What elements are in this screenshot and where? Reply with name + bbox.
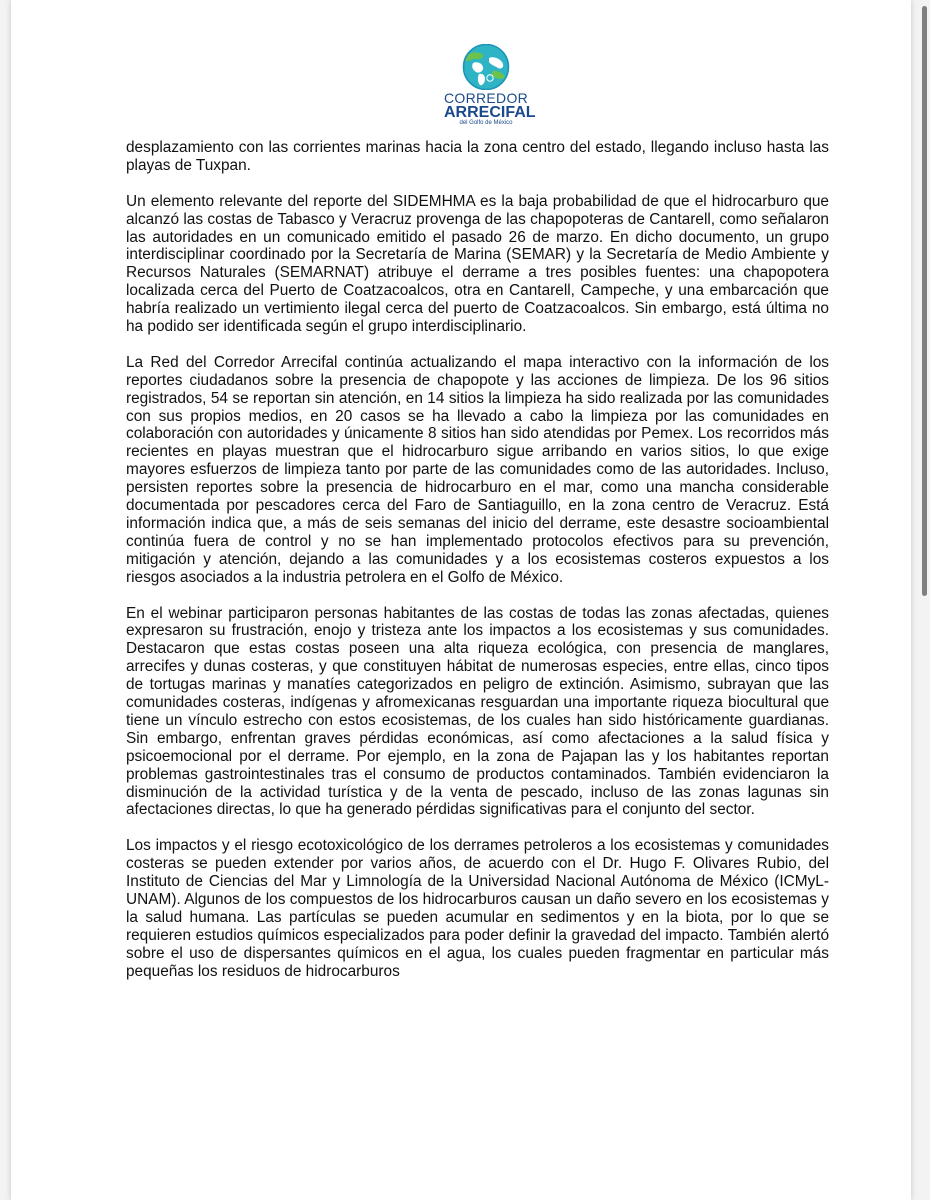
logo-subtitle: del Golfo de México — [459, 120, 513, 126]
paragraph: La Red del Corredor Arrecifal continúa actualizando el mapa interactivo con la información de los reportes ciudadanos sobre la presencia de chapopote y las acciones de limpieza. De los 96 sitios registrados, 54 se reportan sin atención, en 14 sitios la limpieza ha sido realizada por las comunidades con sus propios medios, en 20 casos se ha llevado a cabo la limpieza por las comunidades en colaboración con autoridades y únicamente 8 sitios han sido atendidas por Pemex. Los recorridos más recientes en playas muestran que el hidrocarburo sigue arribando en varios sitios, lo que exige mayores esfuerzos de limpieza tanto por parte de las comunidades como de las autoridades. Incluso, persisten reportes sobre la presencia de hidrocarburo en el mar, como una mancha considerable documentada por pescadores cerca del Faro de Santiaguillo, en la zona centro de Veracruz. Está información indica que, a más de seis semanas del inicio del derrame, este desastre socioambiental continúa fuera de control y no se han implementado protocolos efectivos para su prevención, mitigación y atención, dejando a las comunidades y a los ecosistemas costeros expuestos a los riesgos asociados a la industria petrolera en el Golfo de México. — [126, 353, 829, 586]
corredor-arrecifal-logo — [444, 44, 536, 127]
paragraph: Un elemento relevante del reporte del SIDEMHMA es la baja probabilidad de que el hidrocarburo que alcanzó las costas de Tabasco y Veracruz provenga de las chapopoteras de Cantarell, como señalaron las autoridades en un comunicado emitido el pasado 26 de marzo. En dicho documento, un grupo interdisciplinar coordinado por la Secretaría de Marina (SEMAR) y la Secretaría de Medio Ambiente y Recursos Naturales (SEMARNAT) atribuye el derrame a tres posibles fuentes: una chapopotera localizada cerca del Puerto de Coatzacoalcos, otra en Cantarell, Campeche, y una embarcación que habría realizado un vertimiento ilegal cerca del puerto de Coatzacoalcos. Sin embargo, está última no ha podido ser identificada según el grupo interdisciplinario. — [126, 192, 829, 336]
document-body — [126, 139, 829, 998]
reef-globe-icon — [455, 44, 517, 90]
paragraph: desplazamiento con las corrientes marinas hacia la zona centro del estado, llegando incluso hasta las playas de Tuxpan. — [126, 139, 829, 174]
paragraph: En el webinar participaron personas habitantes de las costas de todas las zonas afectadas, quienes expresaron su frustración, enojo y tristeza ante los impactos a los ecosistemas y sus comunidades. Destacaron que estas costas poseen una alta riqueza ecológica, con presencia de manglares, arrecifes y dunas costeras, y que constituyen hábitat de numerosas especies, entre ellas, cinco tipos de tortugas marinas y manatíes categorizados en peligro de extinción. Asimismo, subrayan que las comunidades costeras, indígenas y afromexicanas resguardan una importante riqueza biocultural que tiene un vínculo estrecho con estos ecosistemas, de los cuales han sido históricamente guardianas. Sin embargo, enfrentan graves pérdidas económicas, así como afectaciones a la salud física y psicoemocional por el derrame. Por ejemplo, en la zona de Pajapan las y los habitantes reportan problemas gastrointestinales tras el consumo de productos contaminados. También evidenciaron la disminución de la actividad turística y de la venta de pescado, incluso de las zonas lagunas sin afectaciones directas, lo que ha generado pérdidas significativas para el conjunto del sector. — [126, 604, 829, 819]
logo-title-line2: ARRECIFAL — [444, 104, 536, 121]
paragraph: Los impactos y el riesgo ecotoxicológico de los derrames petroleros a los ecosistemas y comunidades costeras se pueden extender por varios años, de acuerdo con el Dr. Hugo F. Olivares Rubio, del Instituto de Ciencias del Mar y Limnología de la Universidad Nacional Autónoma de México (ICMyL-UNAM). Algunos de los compuestos de los hidrocarburos causan un daño severo en los ecosistemas y la salud humana. Las partículas se pueden acumular en sedimentos y en la biota, por lo que se requieren estudios químicos especializados para poder definir la gravedad del impacto. También alertó sobre el uso de dispersantes químicos en el agua, los cuales pueden fragmentar en particular más pequeñas los residuos de hidrocarburos — [126, 837, 829, 980]
vertical-scrollbar[interactable] — [922, 6, 927, 596]
document-page — [11, 0, 911, 1200]
logo-title-line1: CORREDOR — [444, 90, 529, 106]
